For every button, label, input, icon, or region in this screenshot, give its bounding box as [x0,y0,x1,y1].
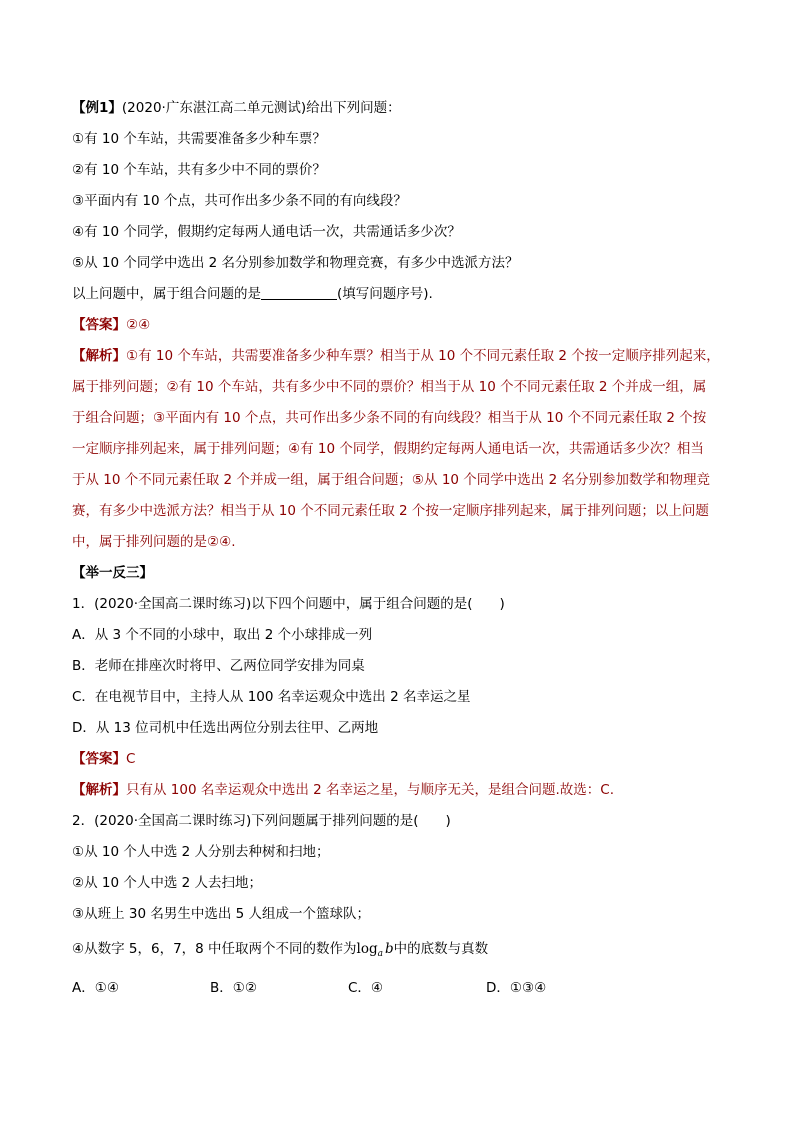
q2-option-a: A．①④ [72,980,119,996]
q1-answer-label: 【答案】 [72,751,126,767]
q2-item-4 [72,939,732,964]
log-func: log [356,941,378,957]
q1-analysis-text: 只有从 100 名幸运观众中选出 2 名幸运之星，与顺序无关，是组合问题.故选：C. [126,782,615,798]
example-analysis-line-5: 于从 10 个不同元素任取 2 个并成一组，属于组合问题；⑤从 10 个同学中选出 2 名分别参加数学和物理竞 [72,472,710,488]
q1-answer [72,749,732,769]
q2-option-d: D．①③④ [486,980,547,996]
q2-item-1: ①从 10 个人中选 2 人分别去种树和扫地； [72,844,330,860]
q1-stem: 1．(2020·全国高二课时练习)以下四个问题中，属于组合问题的是( ) [72,596,505,612]
q2-option-c: C．④ [348,980,384,996]
q2-item-3: ③从班上 30 名男生中选出 5 人组成一个篮球队； [72,906,371,922]
example-analysis-line-1 [72,346,732,366]
example-intro: 给出下列问题： [306,100,401,116]
example-label: 【例1】 [72,100,122,116]
q2-item-4-after: 中的底数与真数 [393,941,489,957]
q1-analysis [72,780,732,800]
analysis-label: 【解析】 [72,348,126,364]
q2-option-b: B．①② [210,980,257,996]
example-analysis-line-3: 于组合问题；③平面内有 10 个点，共可作出多少条不同的有向线段？相当于从 10 个不同元素任取 2 个按 [72,410,707,426]
example-header [72,98,732,118]
answer-blank [261,285,337,300]
example-item-5: ⑤从 10 个同学中选出 2 名分别参加数学和物理竞赛，有多少中选派方法？ [72,255,519,271]
q1-analysis-label: 【解析】 [72,782,126,798]
question-text-before: 以上问题中，属于组合问题的是 [72,286,261,302]
example-item-1: ①有 10 个车站，共需要准备多少种车票？ [72,131,326,147]
answer-value: ②④ [126,317,151,333]
example-item-2: ②有 10 个车站，共有多少中不同的票价？ [72,162,326,178]
q2-options [72,978,732,998]
log-expression [357,941,394,957]
answer-label: 【答案】 [72,317,126,333]
document-page [72,98,732,998]
practice-heading: 【举一反三】 [72,565,153,581]
example-item-3: ③平面内有 10 个点，共可作出多少条不同的有向线段？ [72,193,407,209]
q1-option-c: C．在电视节目中，主持人从 100 名幸运观众中选出 2 名幸运之星 [72,689,471,705]
log-arg: b [385,941,394,957]
example-analysis-line-6: 赛，有多少中选派方法？相当于从 10 个不同元素任取 2 个按一定顺序排列起来，属于排列问题；以上问题 [72,503,709,519]
log-base: a [377,949,384,959]
q2-item-2: ②从 10 个人中选 2 人去扫地； [72,875,263,891]
q2-stem: 2．(2020·全国高二课时练习)下列问题属于排列问题的是( ) [72,813,451,829]
example-analysis-line-4: 一定顺序排列起来，属于排列问题；④有 10 个同学，假期约定每两人通电话一次，共需通话多少次？相当 [72,441,704,457]
question-text-after: (填写问题序号). [337,286,433,302]
example-item-4: ④有 10 个同学，假期约定每两人通电话一次，共需通话多少次？ [72,224,461,240]
example-analysis-line-7: 中，属于排列问题的是②④. [72,534,236,550]
analysis-text: ①有 10 个车站，共需要准备多少种车票？相当于从 10 个不同元素任取 2 个按一定顺序排列起来， [126,348,720,364]
q1-answer-value: C [126,751,136,767]
example-question [72,284,732,304]
q2-item-4-text: ④从数字 5，6，7，8 中任取两个不同的数作为 [72,941,357,957]
q1-option-b: B．老师在排座次时将甲、乙两位同学安排为同桌 [72,658,365,674]
q1-option-d: D．从 13 位司机中任选出两位分别去往甲、乙两地 [72,720,379,736]
example-answer [72,315,732,335]
example-analysis-line-2: 属于排列问题；②有 10 个车站，共有多少中不同的票价？相当于从 10 个不同元素任取 2 个并成一组，属 [72,379,707,395]
q1-option-a: A．从 3 个不同的小球中，取出 2 个小球排成一列 [72,627,373,643]
example-source: (2020·广东湛江高二单元测试) [121,100,307,116]
